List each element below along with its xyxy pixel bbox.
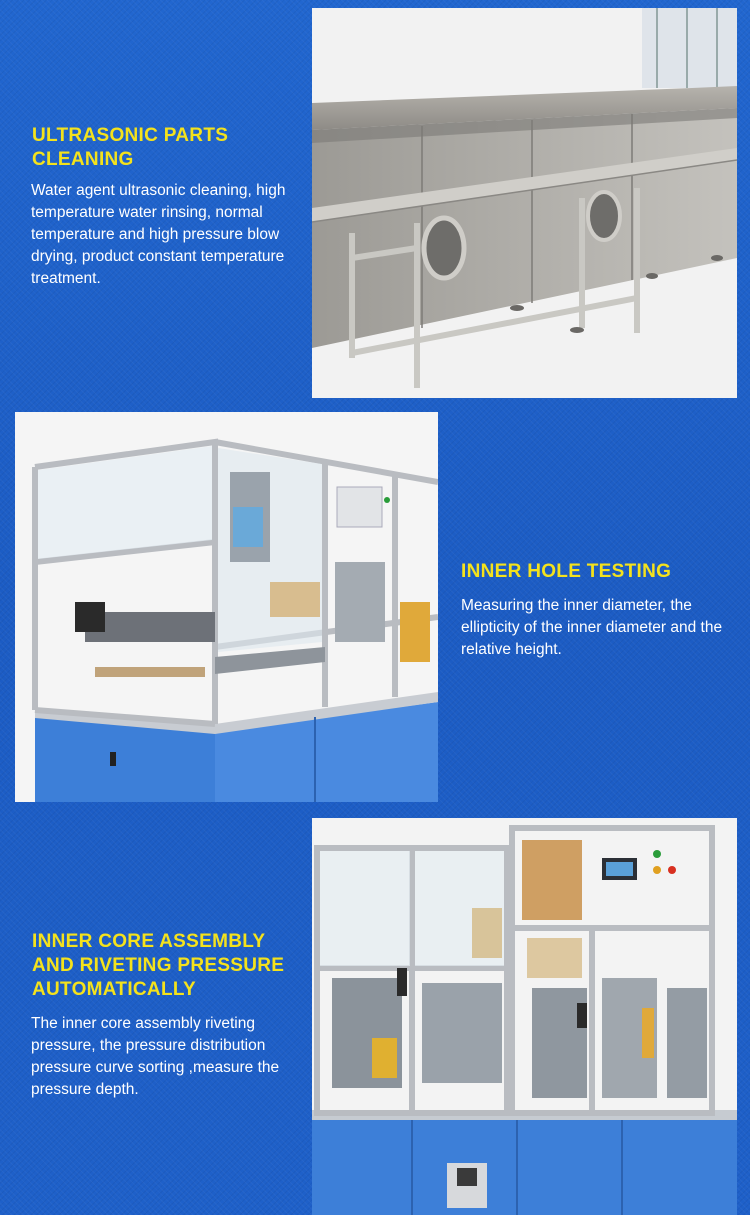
section-description: Measuring the inner diameter, the ellipticity of the inner diameter and the relative height. — [461, 597, 723, 658]
section-ultrasonic-cleaning — [0, 0, 750, 400]
inner-core-assembly-machine-image — [312, 818, 737, 1215]
section-description: The inner core assembly riveting pressure, the pressure distribution pressure curve sorting ,measure the pressure depth. — [31, 1015, 280, 1098]
section-inner-hole-testing — [0, 400, 750, 810]
ultrasonic-cleaning-machine-image — [312, 8, 737, 398]
section-heading: ULTRASONIC PARTS CLEANING — [32, 125, 229, 170]
machine-photo — [15, 412, 438, 802]
section-heading: INNER CORE ASSEMBLY AND RIVETING PRESSURE AUTOMATICALLY — [32, 931, 285, 1000]
section-inner-core-assembly — [0, 810, 750, 1215]
inner-hole-testing-machine-image — [15, 412, 438, 802]
machine-photo — [312, 818, 737, 1215]
section-heading: INNER HOLE TESTING — [461, 561, 672, 582]
machine-photo — [312, 8, 737, 398]
section-description: Water agent ultrasonic cleaning, high temperature water rinsing, normal temperature and high pressure blow drying, product constant temperature treatment. — [31, 182, 286, 287]
